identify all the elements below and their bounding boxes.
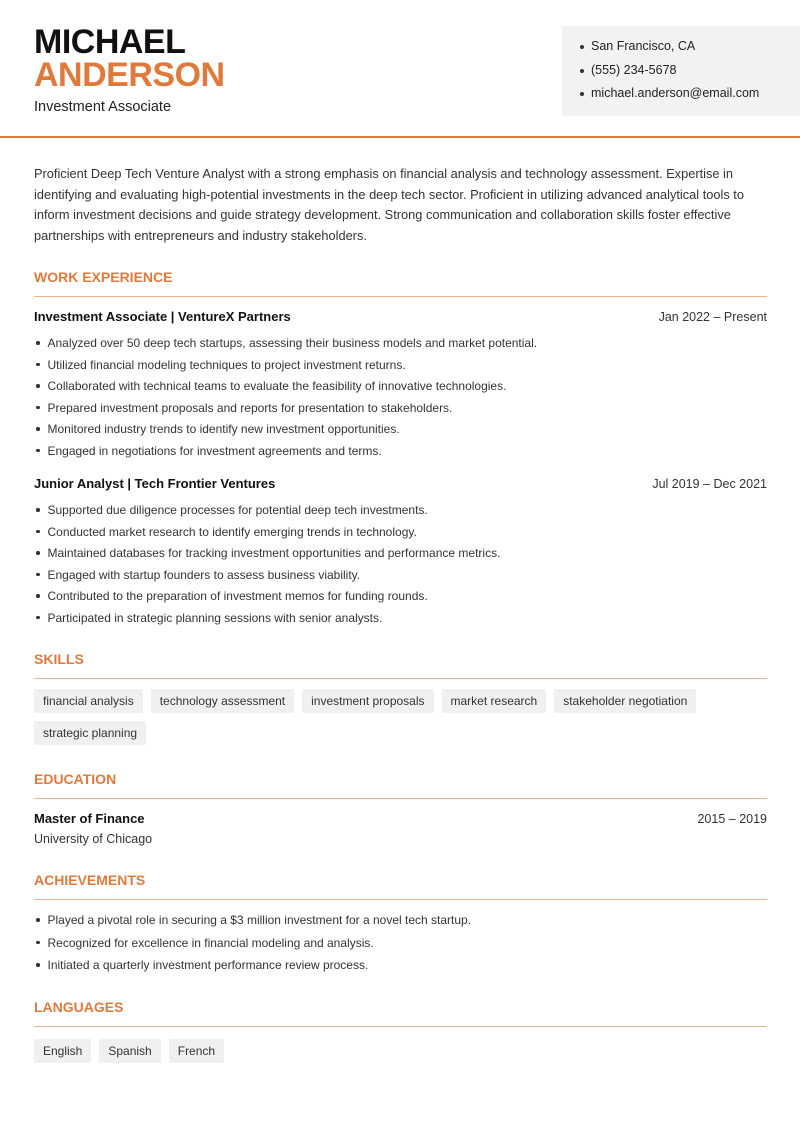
skills-tags [34,689,768,745]
bullet-icon [36,616,40,620]
bullet-text: Participated in strategic planning sessions with senior analysts. [47,610,383,625]
bullet-text: Played a pivotal role in securing a $3 million investment for a novel tech startup. [47,913,472,927]
bullet-icon [36,384,40,388]
skill-tag: stakeholder negotiation [554,689,696,713]
section-title-skills: SKILLS [34,650,767,679]
job-date: Jul 2019 – Dec 2021 [652,477,767,491]
list-item [34,421,768,443]
bullet-icon [36,941,40,945]
bullet-text: Prepared investment proposals and reports for presentation to stakeholders. [47,400,453,415]
contact-location-text: San Francisco, CA [591,39,696,53]
bullet-icon [36,341,40,345]
contact-email[interactable] [580,85,759,109]
list-item [34,567,768,589]
language-tag: English [34,1039,91,1063]
list-item [34,400,768,422]
bullet-text: Analyzed over 50 deep tech startups, assessing their business models and market potential. [47,336,538,350]
language-tag: French [169,1039,224,1063]
bullet-icon [36,508,40,512]
bullet-icon [580,69,584,73]
bullet-icon [36,551,40,555]
list-item [34,524,768,546]
bullet-text: Collaborated with technical teams to evaluate the feasibility of innovative technologies. [47,379,507,393]
bullet-text: Utilized financial modeling techniques to project investment returns. [47,357,406,372]
education-degree: Master of Finance [34,811,145,826]
bullet-icon [36,530,40,534]
bullet-icon [36,406,40,410]
job-bullets [34,502,768,631]
skill-tag: technology assessment [151,689,294,713]
list-item [34,378,768,400]
contact-location [580,38,759,62]
list-item [34,502,768,524]
education-school: University of Chicago [34,832,153,846]
section-title-languages: LANGUAGES [34,998,767,1027]
list-item [34,957,768,980]
achievement-bullets [34,912,768,980]
bullet-icon [36,427,40,431]
job-date: Jan 2022 – Present [658,310,767,324]
bullet-icon [36,963,40,967]
section-title-education: EDUCATION [34,770,767,799]
education-date: 2015 – 2019 [697,812,767,826]
languages-tags [34,1039,768,1063]
list-item [34,912,768,935]
bullet-text: Conducted market research to identify emerging trends in technology. [47,524,417,539]
job-bullets [34,335,768,464]
section-title-work: WORK EXPERIENCE [34,268,767,297]
skill-tag: investment proposals [302,689,433,713]
bullet-text: Supported due diligence processes for potential deep tech investments. [47,503,428,517]
list-item [34,545,768,567]
last-name: ANDERSON [34,56,225,94]
list-item [34,357,768,379]
language-tag: Spanish [99,1039,160,1063]
section-title-achievements: ACHIEVEMENTS [34,871,767,900]
summary-paragraph: Proficient Deep Tech Venture Analyst with a strong emphasis on financial analysis and technology assessment. Expertise in identifying and evaluating high-potential investments in the deep tech sector. Proficient in utilizing advanced analytical tools to inform investment decisions and guide strategy development. Strong communication and collaboration skills foster effective partnerships with entrepreneurs and industry stakeholders. [34,166,744,244]
contact-phone [580,62,759,86]
skill-tag: financial analysis [34,689,143,713]
bullet-text: Engaged with startup founders to assess business viability. [47,567,361,582]
bullet-icon [580,45,584,49]
bullet-icon [580,92,584,96]
contact-box [562,26,800,116]
list-item [34,588,768,610]
contact-phone-text: (555) 234-5678 [591,62,677,77]
bullet-text: Engaged in negotiations for investment agreements and terms. [47,443,382,458]
bullet-icon [36,594,40,598]
contact-email-text[interactable]: michael.anderson@email.com [591,86,760,100]
first-name: MICHAEL [34,23,186,61]
skill-tag: strategic planning [34,721,146,745]
bullet-icon [36,449,40,453]
list-item [34,335,768,357]
job-role: Investment Associate [34,99,172,115]
bullet-text: Recognized for excellence in financial modeling and analysis. [47,935,374,950]
list-item [34,443,768,465]
bullet-icon [36,918,40,922]
job-title: Investment Associate | VentureX Partners [34,309,291,324]
list-item [34,935,768,958]
bullet-text: Contributed to the preparation of investment memos for funding rounds. [47,589,428,603]
resume-header [0,0,800,138]
bullet-text: Monitored industry trends to identify new investment opportunities. [47,422,400,436]
job-title: Junior Analyst | Tech Frontier Ventures [34,476,276,491]
skill-tag: market research [442,689,547,713]
list-item [34,610,768,632]
bullet-text: Maintained databases for tracking investment opportunities and performance metrics. [47,546,501,560]
bullet-icon [36,363,40,367]
bullet-text: Initiated a quarterly investment performance review process. [47,958,369,972]
bullet-icon [36,573,40,577]
